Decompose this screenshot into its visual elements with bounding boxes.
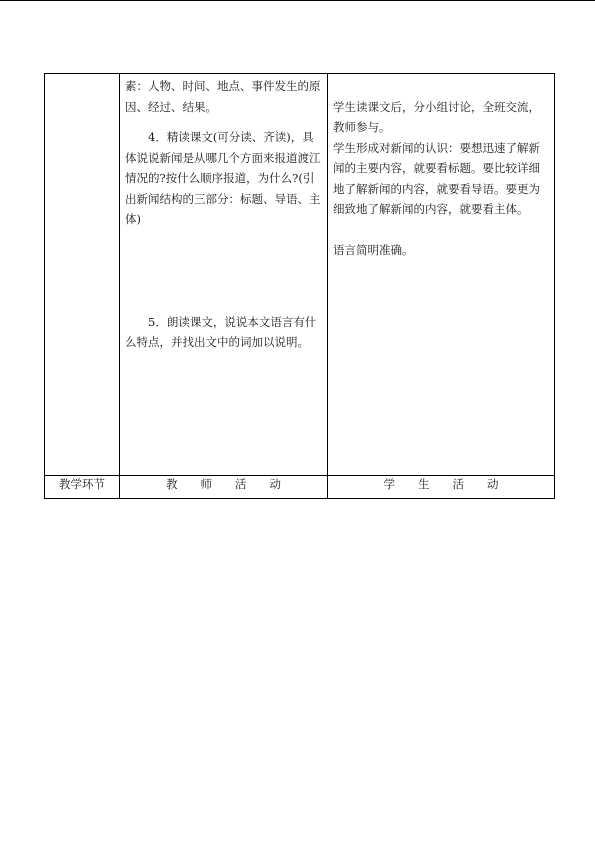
student-para-language: 语言简明准确。 [333, 243, 414, 257]
teacher-para-read-aloud: 5．朗读课文，说说本文语言有什么特点，并找出文中的词加以说明。 [125, 314, 317, 349]
header-teacher-activity: 教 师 活 动 [120, 476, 328, 499]
content-row [45, 74, 555, 476]
teacher-para-close-reading: 4．精读课文(可分读、齐读)，具体说说新闻是从哪几个方面来报道渡江情况的?按什么顺序报道，为什么?(引出新闻结构的三部分：标题、导语、主体) [125, 130, 321, 226]
student-activity-cell [328, 74, 555, 476]
header-teaching-stage: 教学环节 [45, 476, 120, 499]
header-row [45, 476, 555, 499]
teacher-para-elements: 素：人物、时间、地点、事件发生的原因、经过、结果。 [125, 79, 321, 114]
student-para-discussion: 学生读课文后，分小组讨论，全班交流，教师参与。 [333, 99, 540, 134]
lesson-plan-table [44, 73, 555, 499]
teacher-activity-cell [120, 74, 328, 476]
student-para-news-understanding: 学生形成对新闻的认识：要想迅速了解新闻的主要内容，就要看标题。要比较详细地了解新闻的内容，就要看导语。要更为细致地了解新闻的内容，就要看主体。 [333, 140, 540, 216]
teaching-stage-cell [45, 74, 120, 476]
header-student-activity: 学 生 活 动 [328, 476, 555, 499]
page-top-rule [0, 0, 595, 1]
